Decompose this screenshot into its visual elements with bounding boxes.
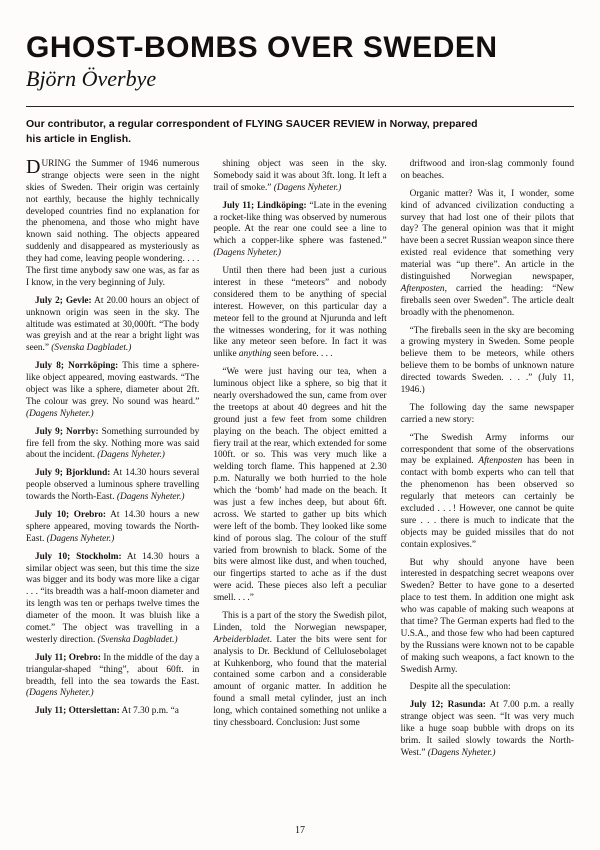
header-divider <box>26 106 574 107</box>
source-citation: (Dagens Nyheter.) <box>213 248 281 259</box>
dated-report <box>26 706 199 718</box>
paragraph-text: Despite all the speculation: <box>409 682 511 693</box>
article-author: Björn Överbye <box>26 65 157 91</box>
paragraph-text: The following day the same newspaper carried a new story: <box>400 402 574 425</box>
body-paragraph <box>213 266 386 361</box>
body-paragraph <box>401 159 574 183</box>
paragraph-text: “Late in the evening a rocket-like thing was observed by numerous people. At the rear one could see a line to which a copper-like sphere was fastened.” <box>213 200 387 247</box>
paragraph-text: Until then there had been just a curious interest in these “meteors” and nobody considered them to be anything of special interest. However, on this particular day a meteor fell to the ground at Njurunda and left the witnesses wondering, for it was nothing like any meteor seen before. In fact it was unlike <box>213 266 387 360</box>
source-citation: (Dagens Nyheter.) <box>116 492 185 503</box>
paragraph-text: This time a sphere-like object appeared, moving eastwards. “The object was like a sphere, diameter about 2ft. The colour was grey. No sound was heard.” <box>26 361 200 407</box>
dated-report <box>26 510 199 546</box>
report-date-place: July 9; Norrby: <box>35 426 99 437</box>
paragraph-text: At 14.30 hours a new sphere appeared, moving towards the North-East. <box>26 509 200 544</box>
source-citation: (Dagens Nyheter.) <box>46 533 115 544</box>
paragraph-text: At 14.30 hours several people observed a luminous sphere travelling towards the North-East. <box>26 468 200 503</box>
report-date-place: July 11; Orebro: <box>35 652 101 663</box>
source-citation: (Dagens Nyheter.) <box>273 182 342 193</box>
paragraph-text: In the middle of the day a triangular-shaped “thing”, about 60ft. in breadth, fell into the sea towards the East. <box>26 652 200 687</box>
column-2 <box>213 159 386 736</box>
paragraph-text: “The Swedish Army informs our correspondent that some of the observations may be explained. <box>400 432 574 467</box>
paragraph-text: “We were just having our tea, when a luminous object like a sphere, so big that it nearly overshadowed the sun, came from over the treetops at about 40 degrees and hit the ground just a few feet from some children playing on the beach. The object emitted a fiery trail at the rear, which extended for some 100ft. or so. This was very much like a welding torch flame. This happened at 2.30 p.m. Naturally we both hurried to the hole which the ‘bomb’ had made on the beach. It was just a few inches deep, but about 6ft. across. We started to gather up bits which were left of the bomb. They looked like some kind of porous slag. The colour of the stuff varied from brownish to black. Some of the bits were almost like dust, and when touched, our fingertips started to ache as if the dust were acid. These pieces also left a peculiar smell. . . .” <box>213 367 387 604</box>
column-3 <box>401 159 574 766</box>
paragraph-text: shining object was seen in the sky. Somebody said it was about 3ft. long. It left a trail of smoke.” <box>213 158 387 193</box>
body-paragraph <box>401 682 574 694</box>
source-citation: (Svenska Dagbladet.) <box>97 634 178 645</box>
report-date-place: July 9; Bjorklund: <box>35 468 111 479</box>
paragraph-text-tail: has been in contact with bomb experts who can tell that the phenomenon has been observed so regularly that meteors can certainly be excluded . . . ! However, one cannot be quite sure . . . there is much to indicate that the objects may be guided missiles that do not contain explosives.” <box>400 456 574 550</box>
emphasis-text: anything <box>238 349 272 360</box>
dated-report <box>26 552 199 647</box>
paragraph-text-tail: seen before. . . . <box>271 349 333 360</box>
report-date-place: July 11; Lindköping: <box>222 200 307 211</box>
emphasis-text: Arbeiderbladet <box>213 634 270 645</box>
dated-report <box>401 700 574 759</box>
dated-report <box>213 201 386 260</box>
page-number: 17 <box>295 825 305 836</box>
dated-report <box>26 296 199 355</box>
report-date-place: July 8; Norrköping: <box>35 361 119 372</box>
article-columns <box>26 155 574 766</box>
page-title: GHOST-BOMBS OVER SWEDEN <box>26 31 498 64</box>
report-date-place: July 10; Orebro: <box>35 509 106 520</box>
emphasis-text: Aftenposten <box>478 456 523 467</box>
dated-report <box>26 427 199 463</box>
paragraph-text: Organic matter? Was it, I wonder, some kind of advanced civilization conducting a survey that had lost one of their pilots that day? The general opinion was that it might have been a secret Russian weapon since there existed real evidence that something very material was “up there”. An article in the distinguished Norwegian newspaper, <box>400 188 574 282</box>
source-citation: (Dagens Nyheter.) <box>97 450 165 461</box>
article-standfirst: Our contributor, a regular correspondent of FLYING SAUCER REVIEW in Norway, prepared his article in English. <box>26 117 478 145</box>
source-citation: (Dagens Nyheter.) <box>26 688 94 699</box>
body-paragraph <box>401 433 574 552</box>
drop-cap: D <box>26 155 41 178</box>
body-paragraph <box>213 159 386 195</box>
report-date-place: July 11; Otterslettan: <box>35 706 120 717</box>
paragraph-text: URING the Summer of 1946 numerous strange objects were seen in the night skies of Sweden. Their origin was certainly not earthly, because the highly technically developed countries find no explanation for the phenomena, and those who might have known said nothing. The objects appeared suddenly and disappeared as mysteriously as they had come, leaving people wondering. . . . The first time anybody saw one was, as far as I know, in the very beginning of July. <box>26 158 200 288</box>
report-date-place: July 2; Gevle: <box>35 295 92 306</box>
body-paragraph <box>401 326 574 397</box>
paragraph-text: At 7.00 p.m. a really strange object was seen. “It was very much like a huge soap bubble with drops on its brim. It sailed slowly towards the North-West.” <box>400 700 574 758</box>
paragraph-text: “The fireballs seen in the sky are becoming a growing mystery in Sweden. Some people believe them to be meteors, while others believe them to be bombs of unknown nature directed towards Sweden. . . .” (July 11, 1946.) <box>400 325 574 395</box>
dated-report <box>26 653 199 701</box>
body-paragraph <box>213 611 386 730</box>
dated-report <box>26 468 199 504</box>
source-citation: (Dagens Nyheter.) <box>427 747 496 758</box>
paragraph-text: At 7.30 p.m. “a <box>119 706 179 717</box>
body-paragraph <box>213 367 386 605</box>
paragraph-text-tail: . Later the bits were sent for analysis to Dr. Becklund of Cellulosebolaget at Kuhkenborg, who found that the material contained some carbon and a considerable amount of organic matter. In addition he found a small metal cylinder, just an inch long, which contained something not unlike a tiny chessboard. Conclusion: Just some <box>213 634 387 729</box>
report-date-place: July 10; Stockholm: <box>35 551 122 562</box>
body-paragraph <box>401 189 574 320</box>
body-paragraph <box>401 403 574 427</box>
paragraph-text: This is a part of the story the Swedish pilot, Linden, told the Norwegian newspaper, <box>213 611 387 633</box>
body-paragraph <box>401 558 574 677</box>
dated-report <box>26 361 199 420</box>
paragraph-text: driftwood and iron-slag commonly found on beaches. <box>400 158 574 181</box>
paragraph-text: But why should anyone have been interested in despatching secret weapons over Sweden? Better to have gone to a deserted place to test them. In addition one might ask who was capable of making such weapons at that time? The German experts had fled to the U.S.A., and those few who had been captured by the Russians were known not to be capable of making such weapons, a fact known to the Swedish Army. <box>400 557 574 675</box>
paragraph-text-tail: , carried the heading: “New fireballs seen over Sweden”. The article dealt broadly with the phenomenon. <box>400 283 574 318</box>
report-date-place: July 12; Rasunda: <box>409 700 486 711</box>
paragraph-text: At 14.30 hours a similar object was seen, but this time the size was bigger and its body was more like a cigar . . . “its breadth was a half-moon diameter and its length was ten or perhaps twelve times the diameter of the moon. It was bluish like a comet.” The object was travelling in a westerly direction. <box>26 551 200 645</box>
emphasis-text: Aftenposten <box>400 283 445 294</box>
body-paragraph <box>26 155 200 290</box>
paragraph-text: Something surrounded by fire fell from the sky. Nothing more was said about the incident. <box>26 426 200 461</box>
paragraph-text: At 20.00 hours an object of unknown origin was seen in the sky. The altitude was estimated at 30,000ft. “The body was greyish and at the rear a bright light was seen.” <box>26 295 200 354</box>
column-1 <box>26 155 200 724</box>
source-citation: (Dagens Nyheter.) <box>26 408 94 419</box>
source-citation: (Svenska Dagbladet.) <box>51 343 132 354</box>
